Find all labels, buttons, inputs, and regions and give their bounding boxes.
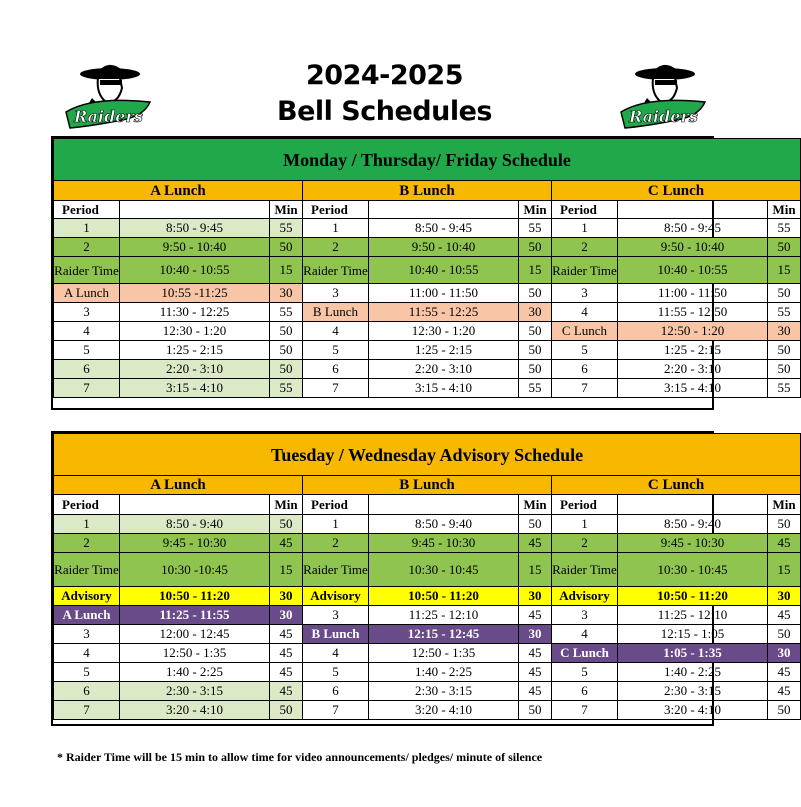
table-row — [54, 534, 801, 553]
min-cell: 50 — [519, 284, 552, 303]
min-cell: 45 — [519, 644, 552, 663]
time-cell: 3:20 - 4:10 — [369, 701, 519, 720]
period-cell: 3 — [552, 606, 618, 625]
period-cell: 2 — [54, 238, 120, 257]
schedule-title: Monday / Thursday/ Friday Schedule — [54, 139, 801, 181]
min-cell: 55 — [519, 219, 552, 238]
min-cell: 50 — [768, 284, 801, 303]
time-cell: 11:00 - 11:50 — [369, 284, 519, 303]
time-header — [618, 201, 768, 219]
min-cell: 30 — [768, 587, 801, 606]
period-header: Period — [303, 201, 369, 219]
min-cell: 50 — [270, 238, 303, 257]
min-cell: 15 — [270, 257, 303, 284]
time-cell: 1:40 - 2:25 — [618, 663, 768, 682]
min-cell: 50 — [519, 701, 552, 720]
time-cell: 9:50 - 10:40 — [618, 238, 768, 257]
period-cell: Advisory — [303, 587, 369, 606]
min-cell: 45 — [270, 534, 303, 553]
period-cell: 4 — [54, 644, 120, 663]
period-cell: 3 — [303, 606, 369, 625]
min-cell: 50 — [519, 515, 552, 534]
time-cell: 9:45 - 10:30 — [120, 534, 270, 553]
time-cell: 12:00 - 12:45 — [120, 625, 270, 644]
time-cell: 2:20 - 3:10 — [618, 360, 768, 379]
period-cell: Advisory — [54, 587, 120, 606]
period-cell: 7 — [552, 379, 618, 398]
time-cell: 2:30 - 3:15 — [618, 682, 768, 701]
time-cell: 11:00 - 11:50 — [618, 284, 768, 303]
time-cell: 11:55 - 12:50 — [618, 303, 768, 322]
table-row — [54, 644, 801, 663]
time-cell: 3:15 - 4:10 — [618, 379, 768, 398]
min-cell: 55 — [519, 379, 552, 398]
period-cell: 5 — [552, 341, 618, 360]
period-cell: 7 — [552, 701, 618, 720]
time-cell: 11:25 - 12:10 — [618, 606, 768, 625]
lunch-header: C Lunch — [552, 181, 801, 201]
period-cell: 6 — [54, 682, 120, 701]
time-header — [618, 495, 768, 515]
period-cell: A Lunch — [54, 284, 120, 303]
min-cell: 15 — [768, 553, 801, 587]
min-cell: 45 — [270, 625, 303, 644]
table-row — [54, 553, 801, 587]
period-cell: C Lunch — [552, 644, 618, 663]
time-cell: 10:50 - 11:20 — [618, 587, 768, 606]
min-cell: 50 — [270, 515, 303, 534]
period-cell: 5 — [54, 341, 120, 360]
time-cell: 11:25 - 12:10 — [369, 606, 519, 625]
lunch-header: A Lunch — [54, 181, 303, 201]
min-cell: 55 — [768, 303, 801, 322]
period-cell: 6 — [303, 360, 369, 379]
table-row — [54, 303, 801, 322]
table-row — [54, 682, 801, 701]
min-cell: 55 — [270, 219, 303, 238]
svg-text:Raiders: Raiders — [74, 107, 143, 126]
min-header: Min — [270, 201, 303, 219]
time-cell: 11:30 - 12:25 — [120, 303, 270, 322]
min-cell: 15 — [768, 257, 801, 284]
time-header — [369, 201, 519, 219]
time-cell: 2:30 - 3:15 — [120, 682, 270, 701]
lunch-header: B Lunch — [303, 476, 552, 495]
time-cell: 10:40 - 10:55 — [618, 257, 768, 284]
min-header: Min — [519, 495, 552, 515]
time-cell: 12:30 - 1:20 — [369, 322, 519, 341]
period-cell: 5 — [54, 663, 120, 682]
period-cell: 5 — [303, 663, 369, 682]
period-cell: 5 — [552, 663, 618, 682]
period-cell: 1 — [303, 515, 369, 534]
table-row — [54, 663, 801, 682]
time-cell: 9:50 - 10:40 — [120, 238, 270, 257]
min-cell: 50 — [768, 238, 801, 257]
min-cell: 50 — [768, 341, 801, 360]
time-cell: 11:55 - 12:25 — [369, 303, 519, 322]
time-cell: 12:15 - 1:05 — [618, 625, 768, 644]
period-cell: Raider Time — [303, 257, 369, 284]
min-cell: 55 — [270, 303, 303, 322]
period-cell: 4 — [552, 303, 618, 322]
period-cell: 4 — [54, 322, 120, 341]
time-cell: 12:50 - 1:20 — [618, 322, 768, 341]
period-cell: 6 — [303, 682, 369, 701]
table-row — [54, 625, 801, 644]
period-cell: 2 — [54, 534, 120, 553]
time-cell: 3:20 - 4:10 — [618, 701, 768, 720]
time-cell: 1:40 - 2:25 — [120, 663, 270, 682]
period-cell: 2 — [303, 238, 369, 257]
time-cell: 8:50 - 9:45 — [120, 219, 270, 238]
table-row — [54, 257, 801, 284]
time-cell: 11:25 - 11:55 — [120, 606, 270, 625]
time-cell: 10:40 - 10:55 — [120, 257, 270, 284]
min-cell: 30 — [270, 587, 303, 606]
table-row — [54, 606, 801, 625]
period-cell: 1 — [54, 219, 120, 238]
table-row — [54, 515, 801, 534]
time-cell: 9:45 - 10:30 — [369, 534, 519, 553]
min-cell: 50 — [519, 360, 552, 379]
period-cell: 7 — [54, 379, 120, 398]
time-cell: 1:40 - 2:25 — [369, 663, 519, 682]
time-cell: 2:30 - 3:15 — [369, 682, 519, 701]
time-cell: 3:15 - 4:10 — [120, 379, 270, 398]
time-cell: 10:30 - 10:45 — [369, 553, 519, 587]
lunch-header: B Lunch — [303, 181, 552, 201]
min-cell: 55 — [270, 379, 303, 398]
period-cell: 4 — [303, 322, 369, 341]
time-cell: 8:50 - 9:40 — [369, 515, 519, 534]
time-cell: 10:40 - 10:55 — [369, 257, 519, 284]
time-cell: 1:25 - 2:15 — [120, 341, 270, 360]
table-row — [54, 322, 801, 341]
min-cell: 50 — [768, 625, 801, 644]
period-cell: B Lunch — [303, 625, 369, 644]
period-cell: 3 — [303, 284, 369, 303]
time-cell: 12:30 - 1:20 — [120, 322, 270, 341]
min-cell: 50 — [768, 360, 801, 379]
min-cell: 45 — [519, 606, 552, 625]
min-cell: 45 — [768, 682, 801, 701]
min-cell: 30 — [519, 587, 552, 606]
period-cell: 4 — [552, 625, 618, 644]
schedule-mon-thu-fri — [51, 136, 796, 410]
time-cell: 1:25 - 2:15 — [369, 341, 519, 360]
time-cell: 10:30 - 10:45 — [618, 553, 768, 587]
time-cell: 12:15 - 12:45 — [369, 625, 519, 644]
period-cell: 3 — [54, 625, 120, 644]
time-cell: 12:50 - 1:35 — [120, 644, 270, 663]
table-row — [54, 379, 801, 398]
time-cell: 9:45 - 10:30 — [618, 534, 768, 553]
time-cell: 1:05 - 1:35 — [618, 644, 768, 663]
svg-text:Raiders: Raiders — [629, 107, 698, 126]
page-title: Bell Schedules — [277, 96, 492, 127]
time-cell: 10:50 - 11:20 — [120, 587, 270, 606]
period-cell: 7 — [303, 701, 369, 720]
table-row — [54, 360, 801, 379]
footnote: * Raider Time will be 15 min to allow time for video announcements/ pledges/ minute of silence — [57, 750, 543, 764]
period-cell: 5 — [303, 341, 369, 360]
min-cell: 45 — [519, 682, 552, 701]
table-row — [54, 701, 801, 720]
period-header: Period — [54, 495, 120, 515]
min-cell: 45 — [768, 534, 801, 553]
period-cell: 2 — [303, 534, 369, 553]
period-cell: 2 — [552, 238, 618, 257]
min-cell: 50 — [270, 341, 303, 360]
min-cell: 45 — [768, 663, 801, 682]
time-header — [120, 201, 270, 219]
min-header: Min — [519, 201, 552, 219]
lunch-header: A Lunch — [54, 476, 303, 495]
min-cell: 45 — [270, 644, 303, 663]
period-cell: Raider Time — [552, 553, 618, 587]
time-cell: 8:50 - 9:40 — [120, 515, 270, 534]
period-cell: 3 — [54, 303, 120, 322]
min-cell: 50 — [519, 341, 552, 360]
lunch-header: C Lunch — [552, 476, 801, 495]
table-row — [54, 341, 801, 360]
period-cell: Raider Time — [54, 553, 120, 587]
min-cell: 45 — [270, 663, 303, 682]
table-row — [54, 284, 801, 303]
period-cell: C Lunch — [552, 322, 618, 341]
period-cell: 1 — [552, 515, 618, 534]
time-cell: 3:20 - 4:10 — [120, 701, 270, 720]
min-cell: 50 — [768, 515, 801, 534]
time-cell: 8:50 - 9:45 — [618, 219, 768, 238]
period-cell: 1 — [552, 219, 618, 238]
table-row — [54, 587, 801, 606]
table-row — [54, 219, 801, 238]
min-header: Min — [270, 495, 303, 515]
min-cell: 45 — [768, 606, 801, 625]
min-cell: 15 — [270, 553, 303, 587]
time-cell: 8:50 - 9:40 — [618, 515, 768, 534]
time-header — [120, 495, 270, 515]
time-header — [369, 495, 519, 515]
min-cell: 50 — [519, 322, 552, 341]
time-cell: 3:15 - 4:10 — [369, 379, 519, 398]
period-cell: B Lunch — [303, 303, 369, 322]
page-title-year: 2024-2025 — [306, 60, 463, 91]
schedule-table — [53, 433, 801, 720]
period-cell: 6 — [552, 360, 618, 379]
period-cell: 6 — [54, 360, 120, 379]
schedule-title: Tuesday / Wednesday Advisory Schedule — [54, 434, 801, 476]
min-header: Min — [768, 201, 801, 219]
min-cell: 50 — [270, 322, 303, 341]
period-cell: Raider Time — [303, 553, 369, 587]
min-cell: 30 — [270, 284, 303, 303]
period-cell: Raider Time — [54, 257, 120, 284]
min-cell: 45 — [270, 682, 303, 701]
period-cell: 6 — [552, 682, 618, 701]
min-cell: 30 — [270, 606, 303, 625]
period-cell: Raider Time — [552, 257, 618, 284]
period-cell: 1 — [303, 219, 369, 238]
period-header: Period — [552, 201, 618, 219]
time-cell: 1:25 - 2:15 — [618, 341, 768, 360]
period-header: Period — [303, 495, 369, 515]
min-cell: 45 — [519, 663, 552, 682]
min-cell: 55 — [768, 219, 801, 238]
time-cell: 10:30 -10:45 — [120, 553, 270, 587]
min-cell: 50 — [270, 701, 303, 720]
time-cell: 2:20 - 3:10 — [369, 360, 519, 379]
time-cell: 10:55 -11:25 — [120, 284, 270, 303]
min-cell: 45 — [519, 534, 552, 553]
table-row — [54, 238, 801, 257]
period-cell: 7 — [303, 379, 369, 398]
min-cell: 30 — [519, 625, 552, 644]
min-header: Min — [768, 495, 801, 515]
schedule-table — [53, 138, 801, 398]
period-cell: A Lunch — [54, 606, 120, 625]
min-cell: 30 — [768, 644, 801, 663]
time-cell: 10:50 - 11:20 — [369, 587, 519, 606]
min-cell: 30 — [519, 303, 552, 322]
period-cell: 7 — [54, 701, 120, 720]
period-cell: 1 — [54, 515, 120, 534]
period-cell: 4 — [303, 644, 369, 663]
period-cell: 3 — [552, 284, 618, 303]
min-cell: 55 — [768, 379, 801, 398]
schedule-tue-wed-advisory — [51, 431, 796, 726]
time-cell: 12:50 - 1:35 — [369, 644, 519, 663]
period-cell: Advisory — [552, 587, 618, 606]
time-cell: 9:50 - 10:40 — [369, 238, 519, 257]
period-header: Period — [54, 201, 120, 219]
min-cell: 50 — [768, 701, 801, 720]
time-cell: 2:20 - 3:10 — [120, 360, 270, 379]
min-cell: 30 — [768, 322, 801, 341]
time-cell: 8:50 - 9:45 — [369, 219, 519, 238]
min-cell: 50 — [270, 360, 303, 379]
min-cell: 15 — [519, 257, 552, 284]
min-cell: 50 — [519, 238, 552, 257]
period-cell: 2 — [552, 534, 618, 553]
min-cell: 15 — [519, 553, 552, 587]
period-header: Period — [552, 495, 618, 515]
